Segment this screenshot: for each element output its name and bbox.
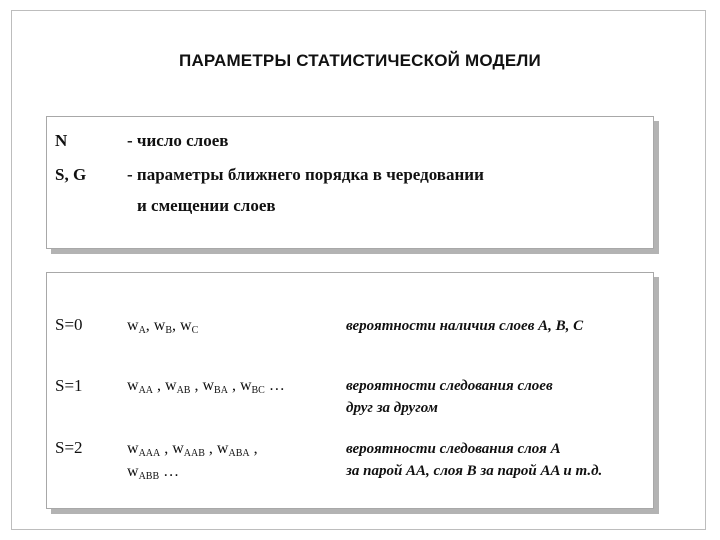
row-s2-weights-line1 xyxy=(127,439,258,459)
page-title: ПАРАМЕТРЫ СТАТИСТИЧЕСКОЙ МОДЕЛИ xyxy=(179,51,541,70)
row-s0-label: S=0 xyxy=(55,315,83,334)
weight: $w_{BC}$ … xyxy=(239,377,285,396)
row-s1-weights xyxy=(127,376,285,396)
weight: $w_C$ xyxy=(180,317,199,336)
weight: $w_{AAA}$ , xyxy=(127,440,173,459)
desc-sg: - параметры ближнего порядка в чередовании xyxy=(127,165,484,184)
weight: $w_{ABB}$ … xyxy=(127,463,180,482)
row-s1-desc-line2: друг за другом xyxy=(346,400,438,416)
weight: $w_{ABA}$ , xyxy=(216,440,258,459)
term-sg: S, G xyxy=(55,165,87,184)
weight: $w_{AAB}$ , xyxy=(172,440,217,459)
row-s0-weights xyxy=(127,316,198,336)
weight: $w_{BA}$ , xyxy=(202,377,240,396)
row-s2-desc-line2: за парой AA, слоя B за парой AA и т.д. xyxy=(346,463,603,479)
weight: $w_B$, xyxy=(153,317,181,336)
desc-n: - число слоев xyxy=(127,131,229,150)
row-s2-label: S=2 xyxy=(55,438,83,457)
term-n: N xyxy=(55,131,68,150)
row-s1-desc-line1: вероятности следования слоев xyxy=(346,378,553,394)
desc-sg-cont: и смещении слоев xyxy=(137,196,276,215)
weight: $w_{AB}$ , xyxy=(165,377,203,396)
row-s2-desc-line1: вероятности следования слоя A xyxy=(346,441,561,457)
row-s0-desc: вероятности наличия слоев A, B, C xyxy=(346,318,584,334)
row-s2-weights-line2 xyxy=(127,462,179,482)
definitions-box xyxy=(46,116,654,249)
weight: $w_A$, xyxy=(127,317,154,336)
probabilities-table xyxy=(46,272,654,509)
weight: $w_{AA}$ , xyxy=(127,377,166,396)
row-s1-label: S=1 xyxy=(55,376,83,395)
